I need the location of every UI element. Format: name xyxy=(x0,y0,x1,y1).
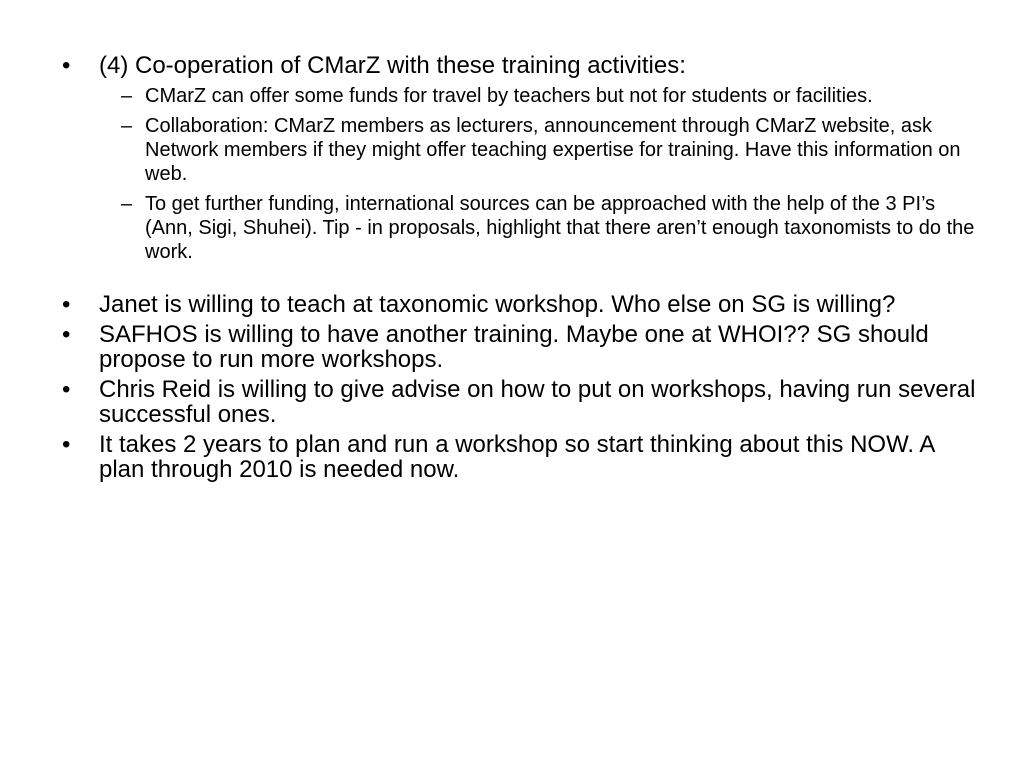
bullet-item-janet xyxy=(62,292,982,317)
bullet-text: It takes 2 years to plan and run a workshop so start thinking about this NOW. A plan through 2010 is needed now. xyxy=(99,431,935,483)
sub-item-text: Collaboration: CMarZ members as lecturers, announcement through CMarZ website, ask Network members if they might offer teaching expertise for training. Have this information on web. xyxy=(145,115,961,185)
bullet-text: (4) Co-operation of CMarZ with these training activities: xyxy=(99,52,686,79)
bullet-marker: • xyxy=(62,291,71,318)
bullet-marker: • xyxy=(62,376,71,403)
dash-marker: – xyxy=(121,115,133,137)
bullet-marker: • xyxy=(62,321,71,348)
sub-list xyxy=(99,84,982,264)
bullet-item-safhos xyxy=(62,322,982,372)
bullet-text: Janet is willing to teach at taxonomic workshop. Who else on SG is willing? xyxy=(99,291,896,318)
bullet-item-chris-reid xyxy=(62,377,982,427)
sub-item-text: To get further funding, international sources can be approached with the help of the 3 PI’s (Ann, Sigi, Shuhei). Tip - in proposals, highlight that there aren’t enough taxonomists to do the work. xyxy=(145,193,975,263)
bullet-marker: • xyxy=(62,431,71,458)
sub-item-text: CMarZ can offer some funds for travel by teachers but not for students or facilities. xyxy=(145,85,873,107)
sub-item-funding xyxy=(99,192,982,264)
bullet-text: SAFHOS is willing to have another training. Maybe one at WHOI?? SG should propose to run more workshops. xyxy=(99,321,929,373)
spacer xyxy=(62,264,982,292)
bullet-item-cooperation xyxy=(62,53,982,264)
bullet-marker: • xyxy=(62,52,71,79)
sub-item-funds xyxy=(99,84,982,108)
dash-marker: – xyxy=(121,85,133,107)
bullet-item-timeline xyxy=(62,432,982,482)
sub-item-collaboration xyxy=(99,114,982,186)
bullet-text: Chris Reid is willing to give advise on how to put on workshops, having run several successful ones. xyxy=(99,376,976,428)
dash-marker: – xyxy=(121,193,133,215)
slide-content xyxy=(62,53,982,482)
